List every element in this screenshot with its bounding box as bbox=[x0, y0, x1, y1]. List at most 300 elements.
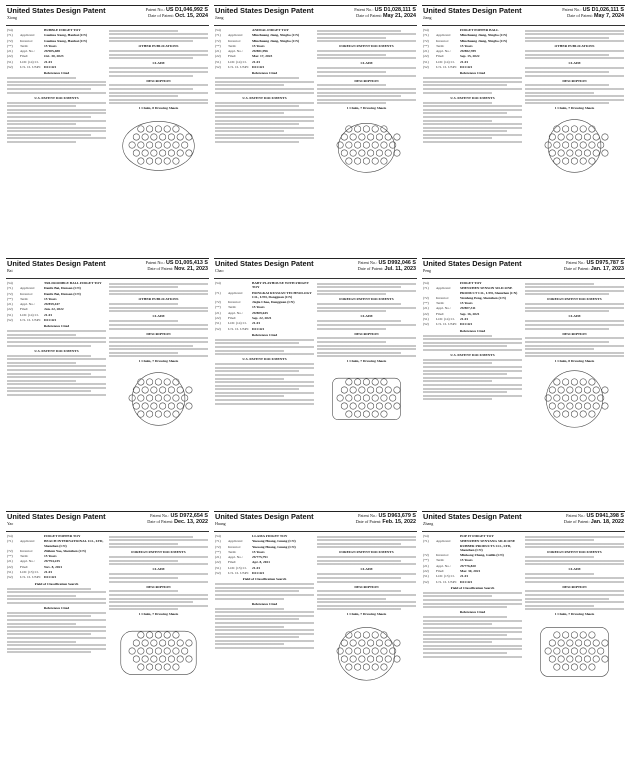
patent-card-7 bbox=[6, 511, 209, 761]
bubble-mark bbox=[177, 655, 183, 661]
bubble-mark bbox=[580, 125, 586, 131]
bubble-mark bbox=[554, 631, 560, 637]
text-line bbox=[317, 54, 386, 56]
text-line bbox=[317, 328, 386, 330]
text-line bbox=[109, 536, 193, 538]
bibliographic-column bbox=[215, 534, 314, 761]
field-value: D21/421 bbox=[252, 571, 265, 576]
date-label: Date of Patent: bbox=[567, 13, 593, 18]
bibliographic-field bbox=[215, 28, 314, 32]
field-value: Danfu Bai, Dunsan (CN) bbox=[44, 286, 81, 291]
text-line bbox=[317, 310, 386, 312]
text-line bbox=[215, 120, 314, 122]
field-code: (21) bbox=[423, 563, 429, 568]
bubble-mark bbox=[359, 133, 365, 139]
description-column bbox=[109, 281, 208, 508]
bubble-mark bbox=[394, 386, 400, 392]
bibliographic-column bbox=[7, 281, 106, 508]
drawing-outline bbox=[338, 123, 395, 172]
claims-footer: 1 Claim, 8 Drawing Sheets bbox=[554, 359, 595, 364]
bubble-mark bbox=[580, 664, 586, 670]
bibliographic-field bbox=[7, 65, 106, 69]
field-label: U.S. Cl. USPC bbox=[228, 571, 249, 576]
section-heading: DESCRIPTION bbox=[354, 331, 379, 336]
bubble-mark bbox=[341, 386, 347, 392]
field-label: Term: bbox=[436, 558, 445, 563]
text-line bbox=[109, 594, 208, 596]
drawing-outline bbox=[541, 627, 609, 676]
text-line bbox=[423, 123, 522, 125]
text-line bbox=[423, 641, 492, 643]
field-code: (72) bbox=[7, 38, 13, 43]
text-line bbox=[423, 120, 492, 122]
text-line bbox=[317, 573, 416, 575]
bubble-mark bbox=[589, 141, 595, 147]
bibliographic-field bbox=[215, 566, 314, 570]
field-label: Appl. No.: bbox=[20, 559, 35, 564]
field-code: (52) bbox=[7, 65, 13, 70]
text-line bbox=[525, 337, 624, 339]
bubble-mark bbox=[372, 141, 378, 147]
text-line bbox=[7, 612, 106, 614]
text-line bbox=[317, 581, 416, 583]
text-line bbox=[215, 615, 314, 617]
field-code: (**) bbox=[423, 301, 429, 306]
bubble-mark bbox=[354, 125, 360, 131]
bubble-mark bbox=[385, 386, 391, 392]
section-heading: FOREIGN PATENT DOCUMENTS bbox=[339, 550, 394, 555]
field-label: Inventor: bbox=[228, 544, 241, 549]
text-line bbox=[109, 563, 208, 565]
bibliographic-column bbox=[7, 534, 106, 761]
field-value: Sep. 15, 2022 bbox=[460, 54, 480, 59]
text-line bbox=[525, 352, 624, 354]
text-line bbox=[423, 362, 492, 364]
bubble-mark bbox=[376, 149, 382, 155]
text-line bbox=[317, 546, 416, 548]
field-code: (**) bbox=[7, 296, 13, 301]
text-line bbox=[215, 381, 314, 383]
bubble-mark bbox=[376, 386, 382, 392]
design-drawing bbox=[109, 112, 208, 178]
bubble-mark bbox=[186, 149, 192, 155]
description-column bbox=[525, 534, 624, 761]
text-line bbox=[215, 112, 284, 114]
design-drawing bbox=[317, 365, 416, 431]
bubble-mark bbox=[133, 149, 139, 155]
bubble-mark bbox=[602, 133, 608, 139]
text-line bbox=[317, 539, 416, 541]
bibliographic-field bbox=[423, 553, 522, 557]
text-line bbox=[423, 81, 522, 83]
field-label: Applicant: bbox=[436, 539, 451, 544]
field-value: 29/775,791 bbox=[252, 555, 268, 560]
bibliographic-column bbox=[215, 281, 314, 508]
date-label: Date of Patent: bbox=[148, 13, 174, 18]
text-line bbox=[423, 130, 507, 132]
bibliographic-field bbox=[423, 569, 522, 573]
section-heading: DESCRIPTION bbox=[562, 331, 587, 336]
text-line bbox=[525, 594, 624, 596]
bubble-mark bbox=[346, 411, 352, 417]
bubble-mark bbox=[138, 125, 144, 131]
field-label: LOC (14) Cl. bbox=[436, 59, 455, 64]
bubble-mark bbox=[571, 141, 577, 147]
field-code: (22) bbox=[423, 54, 429, 59]
text-line bbox=[423, 105, 522, 107]
bubble-mark bbox=[589, 411, 595, 417]
text-line bbox=[215, 88, 314, 90]
field-code: (21) bbox=[423, 49, 429, 54]
field-label: LOC (14) Cl. bbox=[228, 59, 247, 64]
text-line bbox=[109, 99, 208, 101]
section-heading: References Cited bbox=[251, 601, 278, 606]
text-line bbox=[317, 536, 416, 538]
text-line bbox=[423, 391, 507, 393]
bubble-mark bbox=[562, 411, 568, 417]
text-line bbox=[317, 590, 401, 592]
bubble-mark bbox=[367, 639, 373, 645]
bubble-mark bbox=[354, 411, 360, 417]
field-value: Jiajia Chao, Dongguan (CN) bbox=[252, 300, 295, 305]
field-code: (54) bbox=[423, 534, 429, 538]
text-line bbox=[7, 77, 76, 79]
bibliographic-field bbox=[7, 307, 106, 311]
text-line bbox=[7, 394, 106, 396]
field-code: (**) bbox=[7, 554, 13, 559]
bubble-mark bbox=[164, 158, 170, 164]
bubble-mark bbox=[138, 158, 144, 164]
date-label: Date of Patent: bbox=[357, 266, 384, 271]
field-value: POP IT FIDGET TOY bbox=[460, 534, 494, 538]
text-line bbox=[423, 370, 522, 372]
bubble-mark bbox=[146, 394, 152, 400]
text-line bbox=[423, 335, 492, 337]
section-heading: References Cited bbox=[251, 332, 278, 337]
section-heading: FOREIGN PATENT DOCUMENTS bbox=[131, 550, 186, 555]
bubble-mark bbox=[554, 158, 560, 164]
text-line bbox=[215, 342, 299, 344]
description-column bbox=[317, 281, 416, 508]
patent-date: Dec. 13, 2022 bbox=[174, 519, 208, 525]
bubble-mark bbox=[575, 639, 581, 645]
text-line bbox=[423, 634, 507, 636]
bubble-mark bbox=[159, 133, 165, 139]
text-line bbox=[7, 615, 91, 617]
field-code: (72) bbox=[7, 548, 13, 553]
field-code: (71) bbox=[7, 539, 13, 544]
text-line bbox=[423, 599, 522, 601]
design-drawing bbox=[525, 365, 624, 431]
field-code: (**) bbox=[423, 558, 429, 563]
bubble-mark bbox=[173, 141, 179, 147]
text-line bbox=[109, 37, 208, 39]
bibliographic-fields bbox=[215, 534, 314, 575]
patent-number: US D941,398 S bbox=[586, 513, 624, 519]
bubble-mark bbox=[580, 141, 586, 147]
section-heading: References Cited bbox=[43, 605, 70, 610]
bubble-mark bbox=[584, 149, 590, 155]
bubble-mark bbox=[567, 386, 573, 392]
design-drawing bbox=[525, 618, 624, 684]
bibliographic-field bbox=[423, 44, 522, 48]
text-line bbox=[215, 116, 314, 118]
bibliographic-field bbox=[7, 534, 106, 538]
field-value: 15 Years bbox=[252, 43, 265, 48]
bibliographic-field bbox=[7, 54, 106, 58]
text-line bbox=[215, 403, 314, 405]
bubble-mark bbox=[372, 664, 378, 670]
patent-card-9 bbox=[422, 511, 625, 761]
text-line bbox=[525, 598, 609, 600]
field-value: 15 Years bbox=[460, 558, 473, 563]
description-column bbox=[525, 28, 624, 255]
bubble-mark bbox=[580, 411, 586, 417]
section-heading: CLAIM bbox=[360, 567, 373, 572]
bubble-mark bbox=[575, 655, 581, 661]
text-line bbox=[317, 290, 416, 292]
bubble-mark bbox=[394, 655, 400, 661]
patent-number: US D972,654 S bbox=[170, 513, 208, 519]
field-label: U.S. Cl. USPC bbox=[436, 322, 457, 327]
text-line bbox=[215, 587, 314, 589]
field-value: Yuesong Huang, Guang (CN) bbox=[252, 539, 296, 544]
bubble-mark bbox=[575, 402, 581, 408]
field-label: Applicant: bbox=[228, 539, 243, 544]
text-line bbox=[525, 546, 624, 548]
design-drawing-svg bbox=[317, 618, 416, 684]
text-line bbox=[7, 334, 76, 336]
patent-header bbox=[422, 6, 625, 26]
text-line bbox=[423, 338, 522, 340]
text-line bbox=[525, 605, 594, 607]
bubble-mark bbox=[142, 386, 148, 392]
bubble-mark bbox=[186, 655, 192, 661]
section-heading: FOREIGN PATENT DOCUMENTS bbox=[547, 297, 602, 302]
field-label: Applicant: bbox=[20, 286, 35, 291]
bubble-mark bbox=[385, 133, 391, 139]
bubble-mark bbox=[337, 394, 343, 400]
field-code: (22) bbox=[7, 307, 13, 312]
bubble-mark bbox=[146, 664, 152, 670]
field-label: Term: bbox=[20, 296, 29, 301]
bubble-mark bbox=[155, 125, 161, 131]
text-line bbox=[423, 398, 492, 400]
text-line bbox=[215, 590, 299, 592]
bubble-mark bbox=[164, 647, 170, 653]
field-label bbox=[20, 281, 42, 285]
patent-header bbox=[6, 512, 209, 532]
text-line bbox=[215, 141, 299, 143]
text-line bbox=[215, 123, 299, 125]
date-label: Date of Patent: bbox=[563, 266, 590, 271]
inventor-name: Xiong bbox=[7, 15, 17, 20]
text-line bbox=[215, 399, 314, 401]
text-line bbox=[525, 286, 624, 288]
bubble-mark bbox=[394, 639, 400, 645]
bubble-mark bbox=[151, 655, 157, 661]
field-label bbox=[228, 534, 250, 538]
text-line bbox=[317, 355, 416, 357]
bubble-mark bbox=[549, 133, 555, 139]
bubble-mark bbox=[385, 149, 391, 155]
text-line bbox=[317, 102, 386, 104]
text-line bbox=[7, 337, 106, 339]
drawing-outline bbox=[333, 378, 401, 419]
field-code: (21) bbox=[7, 49, 13, 54]
patent-no-label: Patent No.: bbox=[358, 260, 378, 265]
bubble-mark bbox=[367, 149, 373, 155]
bibliographic-field bbox=[423, 296, 522, 300]
text-line bbox=[215, 102, 314, 104]
field-value: 15 Years bbox=[460, 43, 473, 48]
bubble-mark bbox=[571, 647, 577, 653]
field-code: (54) bbox=[423, 281, 429, 285]
bubble-mark bbox=[562, 158, 568, 164]
field-value: D21/421 bbox=[460, 579, 473, 584]
bubble-mark bbox=[142, 655, 148, 661]
field-code: (21) bbox=[7, 559, 13, 564]
section-heading: Field of Classification Search bbox=[34, 581, 79, 586]
bubble-mark bbox=[129, 647, 135, 653]
field-label: Inventor: bbox=[20, 291, 33, 296]
text-line bbox=[7, 644, 106, 646]
text-line bbox=[525, 102, 609, 104]
bibliographic-field bbox=[423, 33, 522, 37]
text-line bbox=[317, 560, 401, 562]
patent-title: United States Design Patent bbox=[215, 6, 314, 15]
bubble-mark bbox=[155, 158, 161, 164]
text-line bbox=[525, 556, 594, 558]
bubble-mark bbox=[571, 664, 577, 670]
field-code: (52) bbox=[423, 65, 429, 70]
field-value: Sep. 16, 2021 bbox=[460, 311, 480, 316]
bubble-mark bbox=[567, 655, 573, 661]
field-code: (22) bbox=[215, 54, 221, 59]
bubble-mark bbox=[571, 378, 577, 384]
bubble-mark bbox=[549, 639, 555, 645]
text-line bbox=[317, 601, 416, 603]
bubble-mark bbox=[593, 133, 599, 139]
bibliographic-field bbox=[423, 60, 522, 64]
text-line bbox=[423, 373, 507, 375]
field-code: (54) bbox=[7, 281, 13, 285]
field-code: (71) bbox=[215, 539, 221, 544]
text-line bbox=[215, 134, 314, 136]
bubble-mark bbox=[146, 141, 152, 147]
bibliographic-field bbox=[423, 306, 522, 310]
bubble-mark bbox=[350, 639, 356, 645]
bibliographic-field bbox=[7, 565, 106, 569]
bibliographic-field bbox=[215, 534, 314, 538]
field-label bbox=[20, 28, 42, 32]
text-line bbox=[109, 40, 193, 42]
text-line bbox=[215, 81, 314, 83]
field-label: Term: bbox=[20, 554, 29, 559]
text-line bbox=[7, 595, 76, 597]
field-code: (54) bbox=[215, 281, 221, 285]
text-line bbox=[317, 75, 416, 77]
bubble-mark bbox=[381, 125, 387, 131]
patent-number: US D1,046,992 S bbox=[166, 7, 208, 13]
field-code: (51) bbox=[7, 312, 13, 317]
field-value: SHENZHEN SENSON SILICONE PRODUCT CO., LTD, Shenzhen (CN) bbox=[460, 286, 518, 295]
text-line bbox=[525, 348, 594, 350]
field-value: D21/421 bbox=[460, 65, 473, 70]
text-line bbox=[7, 109, 106, 111]
text-line bbox=[525, 99, 624, 101]
bubble-mark bbox=[554, 647, 560, 653]
bubble-mark bbox=[133, 639, 139, 645]
design-drawing-svg bbox=[109, 618, 208, 684]
bibliographic-fields bbox=[7, 534, 106, 580]
text-line bbox=[215, 77, 299, 79]
field-code: (72) bbox=[423, 295, 429, 300]
bibliographic-field bbox=[215, 545, 314, 549]
text-line bbox=[317, 556, 416, 558]
bibliographic-fields bbox=[215, 28, 314, 69]
field-code: (72) bbox=[7, 291, 13, 296]
field-value: 21-01 bbox=[44, 59, 53, 64]
text-line bbox=[525, 563, 624, 565]
bibliographic-column bbox=[423, 534, 522, 761]
design-drawing bbox=[317, 112, 416, 178]
text-line bbox=[525, 310, 609, 312]
bubble-mark bbox=[584, 402, 590, 408]
text-line bbox=[215, 378, 284, 380]
field-code: (22) bbox=[423, 311, 429, 316]
section-heading: CLAIM bbox=[152, 61, 165, 66]
field-label: Applicant: bbox=[436, 286, 451, 291]
section-heading: DESCRIPTION bbox=[354, 584, 379, 589]
text-line bbox=[525, 590, 624, 592]
field-code: (54) bbox=[423, 28, 429, 32]
bubble-mark bbox=[584, 655, 590, 661]
field-label: Filed: bbox=[228, 316, 237, 321]
bibliographic-fields bbox=[423, 534, 522, 584]
text-line bbox=[215, 388, 299, 390]
text-line bbox=[423, 384, 522, 386]
text-line bbox=[7, 602, 106, 604]
text-line bbox=[525, 67, 624, 69]
bibliographic-field bbox=[423, 65, 522, 69]
field-value: Zhikun Yao, Shenzhen (CN) bbox=[44, 548, 86, 553]
text-line bbox=[109, 283, 208, 285]
bubble-mark bbox=[372, 647, 378, 653]
bubble-mark bbox=[354, 141, 360, 147]
text-line bbox=[7, 588, 91, 590]
bubble-mark bbox=[155, 647, 161, 653]
inventor-name: Huang bbox=[215, 521, 226, 526]
text-line bbox=[7, 137, 106, 139]
field-code: (21) bbox=[215, 310, 221, 315]
bibliographic-field bbox=[7, 39, 106, 43]
text-line bbox=[109, 328, 208, 330]
text-line bbox=[7, 369, 106, 371]
text-line bbox=[7, 358, 106, 360]
section-heading: DESCRIPTION bbox=[146, 584, 171, 589]
bubble-mark bbox=[381, 158, 387, 164]
field-label: LOC (14) Cl. bbox=[20, 59, 39, 64]
section-heading: CLAIM bbox=[360, 314, 373, 319]
patent-no-label: Patent No.: bbox=[145, 260, 165, 265]
section-heading: U.S. PATENT DOCUMENTS bbox=[450, 95, 495, 100]
date-label: Date of Patent: bbox=[147, 519, 174, 524]
text-line bbox=[423, 652, 507, 654]
bubble-mark bbox=[602, 402, 608, 408]
description-column bbox=[109, 534, 208, 761]
field-value: 21-01 bbox=[252, 321, 261, 326]
